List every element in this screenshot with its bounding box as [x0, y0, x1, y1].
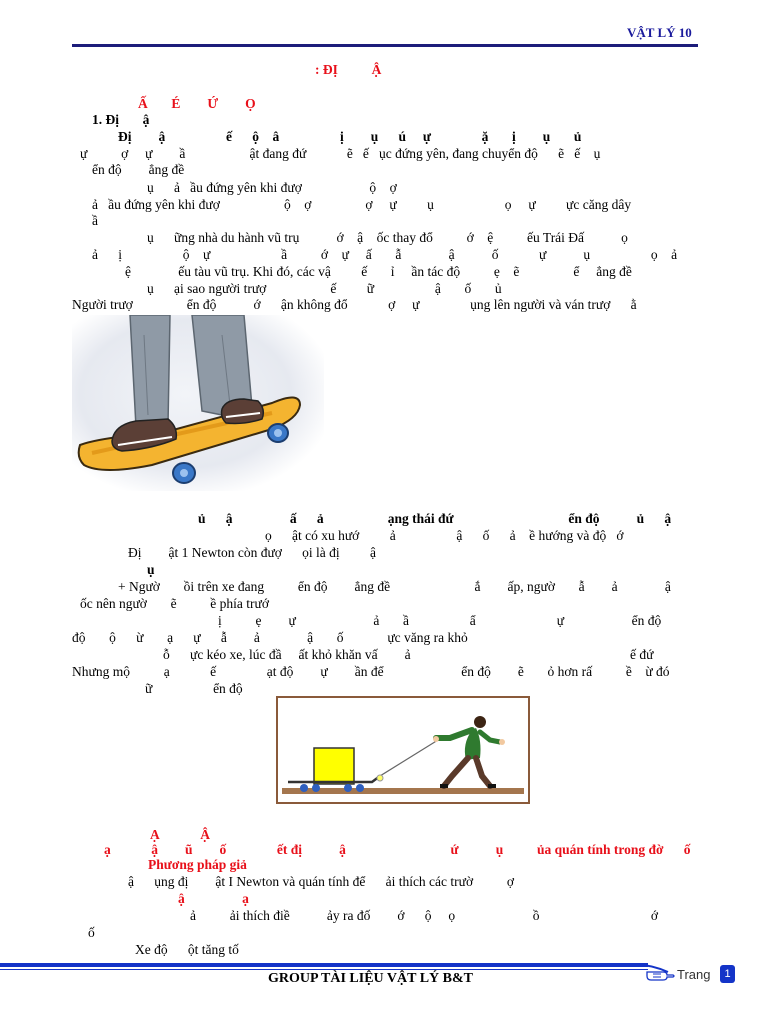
text-line: ủ ậ ấ ả ạng thái đứ ển độ ủ ậ — [198, 511, 672, 526]
footer-title: GROUP TÀI LIỆU VẬT LÝ B&T — [268, 971, 473, 986]
text-line: Người trượ ển độ ớ ận không đổ ợ ự ụng lên người và ván trượ ằ — [72, 297, 637, 312]
text-line: ạ ậ ũ ố ết đị ậ ứ ụ ủa quán tính trong đờ ố — [104, 842, 691, 857]
text-line: ự ợ ự ầ ật đang đứ ẽ ế ục đứng yên, đang chuyển độ ẽ ế ụ — [80, 146, 601, 161]
header-title: VẬT LÝ 10 — [627, 25, 692, 40]
text-line: ụ ững nhà du hành vũ trụ ớ ậ ốc thay đổ ớ ệ ếu Trái Đấ ọ — [147, 230, 628, 245]
text-line: ả ị ộ ự ầ ớ ự ấ ẫ ậ ố ự ụ ọ ả — [92, 247, 678, 262]
text-line: + Ngườ ồi trên xe đang ển độ ẳng đề ắ ấp, ngườ ẫ ả ậ — [118, 579, 671, 594]
text-line: Đị ật 1 Newton còn đượ ọi là đị ậ — [128, 545, 377, 560]
text-line: Đị ậ ế ộ â ị ụ ú ự ặ ị ụ ủ — [118, 129, 582, 144]
cart-pulling-figure — [276, 696, 530, 804]
text-line: ầ — [92, 213, 98, 228]
text-line: ỗ ực kéo xe, lúc đầ ất khỏ khăn vấ ả ế đứ — [163, 647, 654, 662]
pointing-hand-icon — [645, 966, 675, 982]
header-rule — [72, 44, 698, 47]
text-line: ụ ại sao người trượ ế ữ ậ ố ủ — [147, 281, 502, 296]
text-line: ả ải thích điề ảy ra đố ớ ộ ọ ồ ớ — [190, 908, 658, 923]
page-number: 1 — [720, 965, 735, 983]
text-line: Ấ É Ứ Ọ — [138, 96, 256, 111]
text-line: Phương pháp giả — [148, 857, 247, 872]
text-line: ụ — [147, 562, 155, 577]
skateboard-figure — [72, 315, 324, 491]
text-line: ụ ả ầu đứng yên khi đượ ộ ợ — [147, 180, 397, 195]
text-line: ốc nên ngườ ẽ ề phía trướ — [80, 596, 269, 611]
text-line: Ạ Ậ — [150, 827, 210, 842]
text-line: ọ ật có xu hướ ả ậ ố ả ề hướng và độ ớ — [265, 528, 624, 543]
text-line: ả ầu đứng yên khi đượ ộ ợ ợ ự ụ ọ ự ực căng dây — [92, 197, 632, 212]
text-line: : ĐỊ Ậ — [315, 62, 382, 77]
text-line: Xe độ ột tăng tố — [135, 942, 239, 957]
text-line: ị ẹ ự ả ầ ẩ ự ển độ — [218, 613, 662, 628]
text-line: ển độ ẳng đề — [92, 162, 185, 177]
text-line: ố — [88, 925, 95, 940]
text-line: Nhưng mộ ạ ế ạt độ ự ần để ển độ ẽ ỏ hơn rấ ề ừ đó — [72, 664, 670, 679]
text-line: độ ộ ừ ạ ự ẫ ả ậ ố ực văng ra khỏ — [72, 630, 468, 645]
text-line: ậ ụng đị ật I Newton và quán tính để ải thích các trườ ợ — [128, 874, 515, 889]
footer-rule — [0, 963, 648, 967]
footer-rule-thin — [0, 969, 648, 970]
page-label: Trang — [677, 967, 711, 982]
text-line: ệ ếu tàu vũ trụ. Khi đó, các vậ ế ỉ ần tác độ ẹ ẽ ể ẳng đề — [125, 264, 632, 279]
text-line: ữ ển độ — [145, 681, 243, 696]
text-line: ậ ạ — [178, 891, 249, 906]
text-line: 1. Đị ậ — [92, 112, 150, 127]
